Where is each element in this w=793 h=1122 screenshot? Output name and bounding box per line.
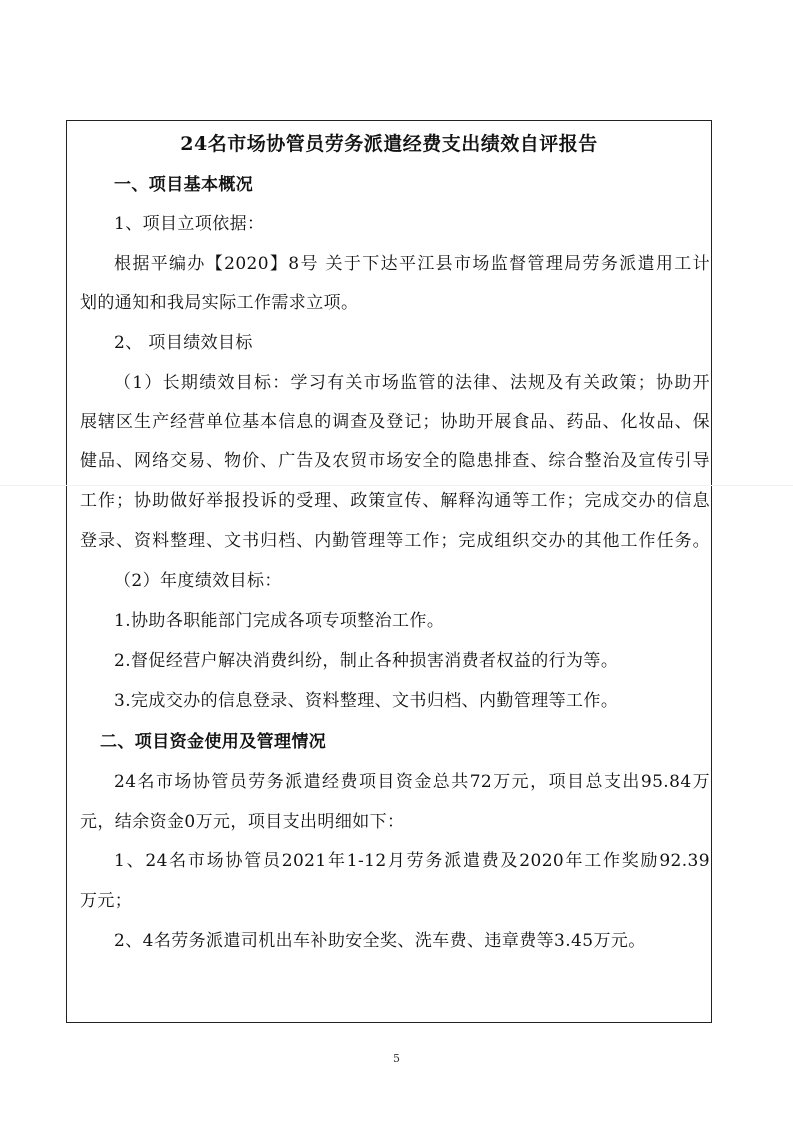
report-title: 24名市场协管员劳务派遣经费支出绩效自评报告	[180, 133, 598, 155]
expense-detail2: 2、4名劳务派遣司机出车补助安全奖、洗车费、违章费等3.45万元。	[114, 931, 646, 951]
funding-summary-line1: 24名市场协管员劳务派遣经费项目资金总共72万元，项目总支出95.84万	[114, 772, 710, 792]
item2-heading: 2、 项目绩效目标	[114, 333, 253, 353]
scan-artifact-line	[0, 485, 793, 486]
long-term-goal-line5: 登录、资料整理、文书归档、内勤管理等工作；完成组织交办的其他工作任务。	[80, 531, 710, 551]
annual-goal-2: 2.督促经营户解决消费纠纷，制止各种损害消费者权益的行为等。	[114, 651, 619, 671]
annual-goal-1: 1.协助各职能部门完成各项专项整治工作。	[114, 611, 445, 631]
item1-text-line2: 划的通知和我局实际工作需求立项。	[80, 293, 359, 313]
long-term-goal-line3: 健品、网络交易、物价、广告及农贸市场安全的隐患排查、综合整治及宣传引导	[80, 451, 710, 471]
item1-heading: 1、项目立项依据：	[114, 214, 265, 234]
annual-goal-heading: （2）年度绩效目标：	[114, 571, 282, 591]
long-term-goal-line1: （1）长期绩效目标：学习有关市场监管的法律、法规及有关政策；协助开	[114, 373, 710, 393]
section2-heading: 二、项目资金使用及管理情况	[100, 732, 327, 752]
funding-summary-line2: 元，结余资金0万元，项目支出明细如下：	[80, 812, 405, 832]
long-term-goal-line4: 工作；协助做好举报投诉的受理、政策宣传、解释沟通等工作；完成交办的信息	[80, 491, 710, 511]
section1-heading: 一、项目基本概况	[114, 175, 254, 195]
expense-detail1-line1: 1、24名市场协管员2021年1-12月劳务派遣费及2020年工作奖励92.39	[114, 851, 710, 871]
page-number: 5	[393, 1052, 400, 1065]
long-term-goal-line2: 展辖区生产经营单位基本信息的调查及登记；协助开展食品、药品、化妆品、保	[80, 412, 710, 432]
expense-detail1-line2: 万元；	[80, 891, 133, 911]
annual-goal-3: 3.完成交办的信息登录、资料整理、文书归档、内勤管理等工作。	[114, 691, 619, 711]
item1-text-line1: 根据平编办【2020】8号 关于下达平江县市场监督管理局劳务派遣用工计	[114, 254, 710, 274]
